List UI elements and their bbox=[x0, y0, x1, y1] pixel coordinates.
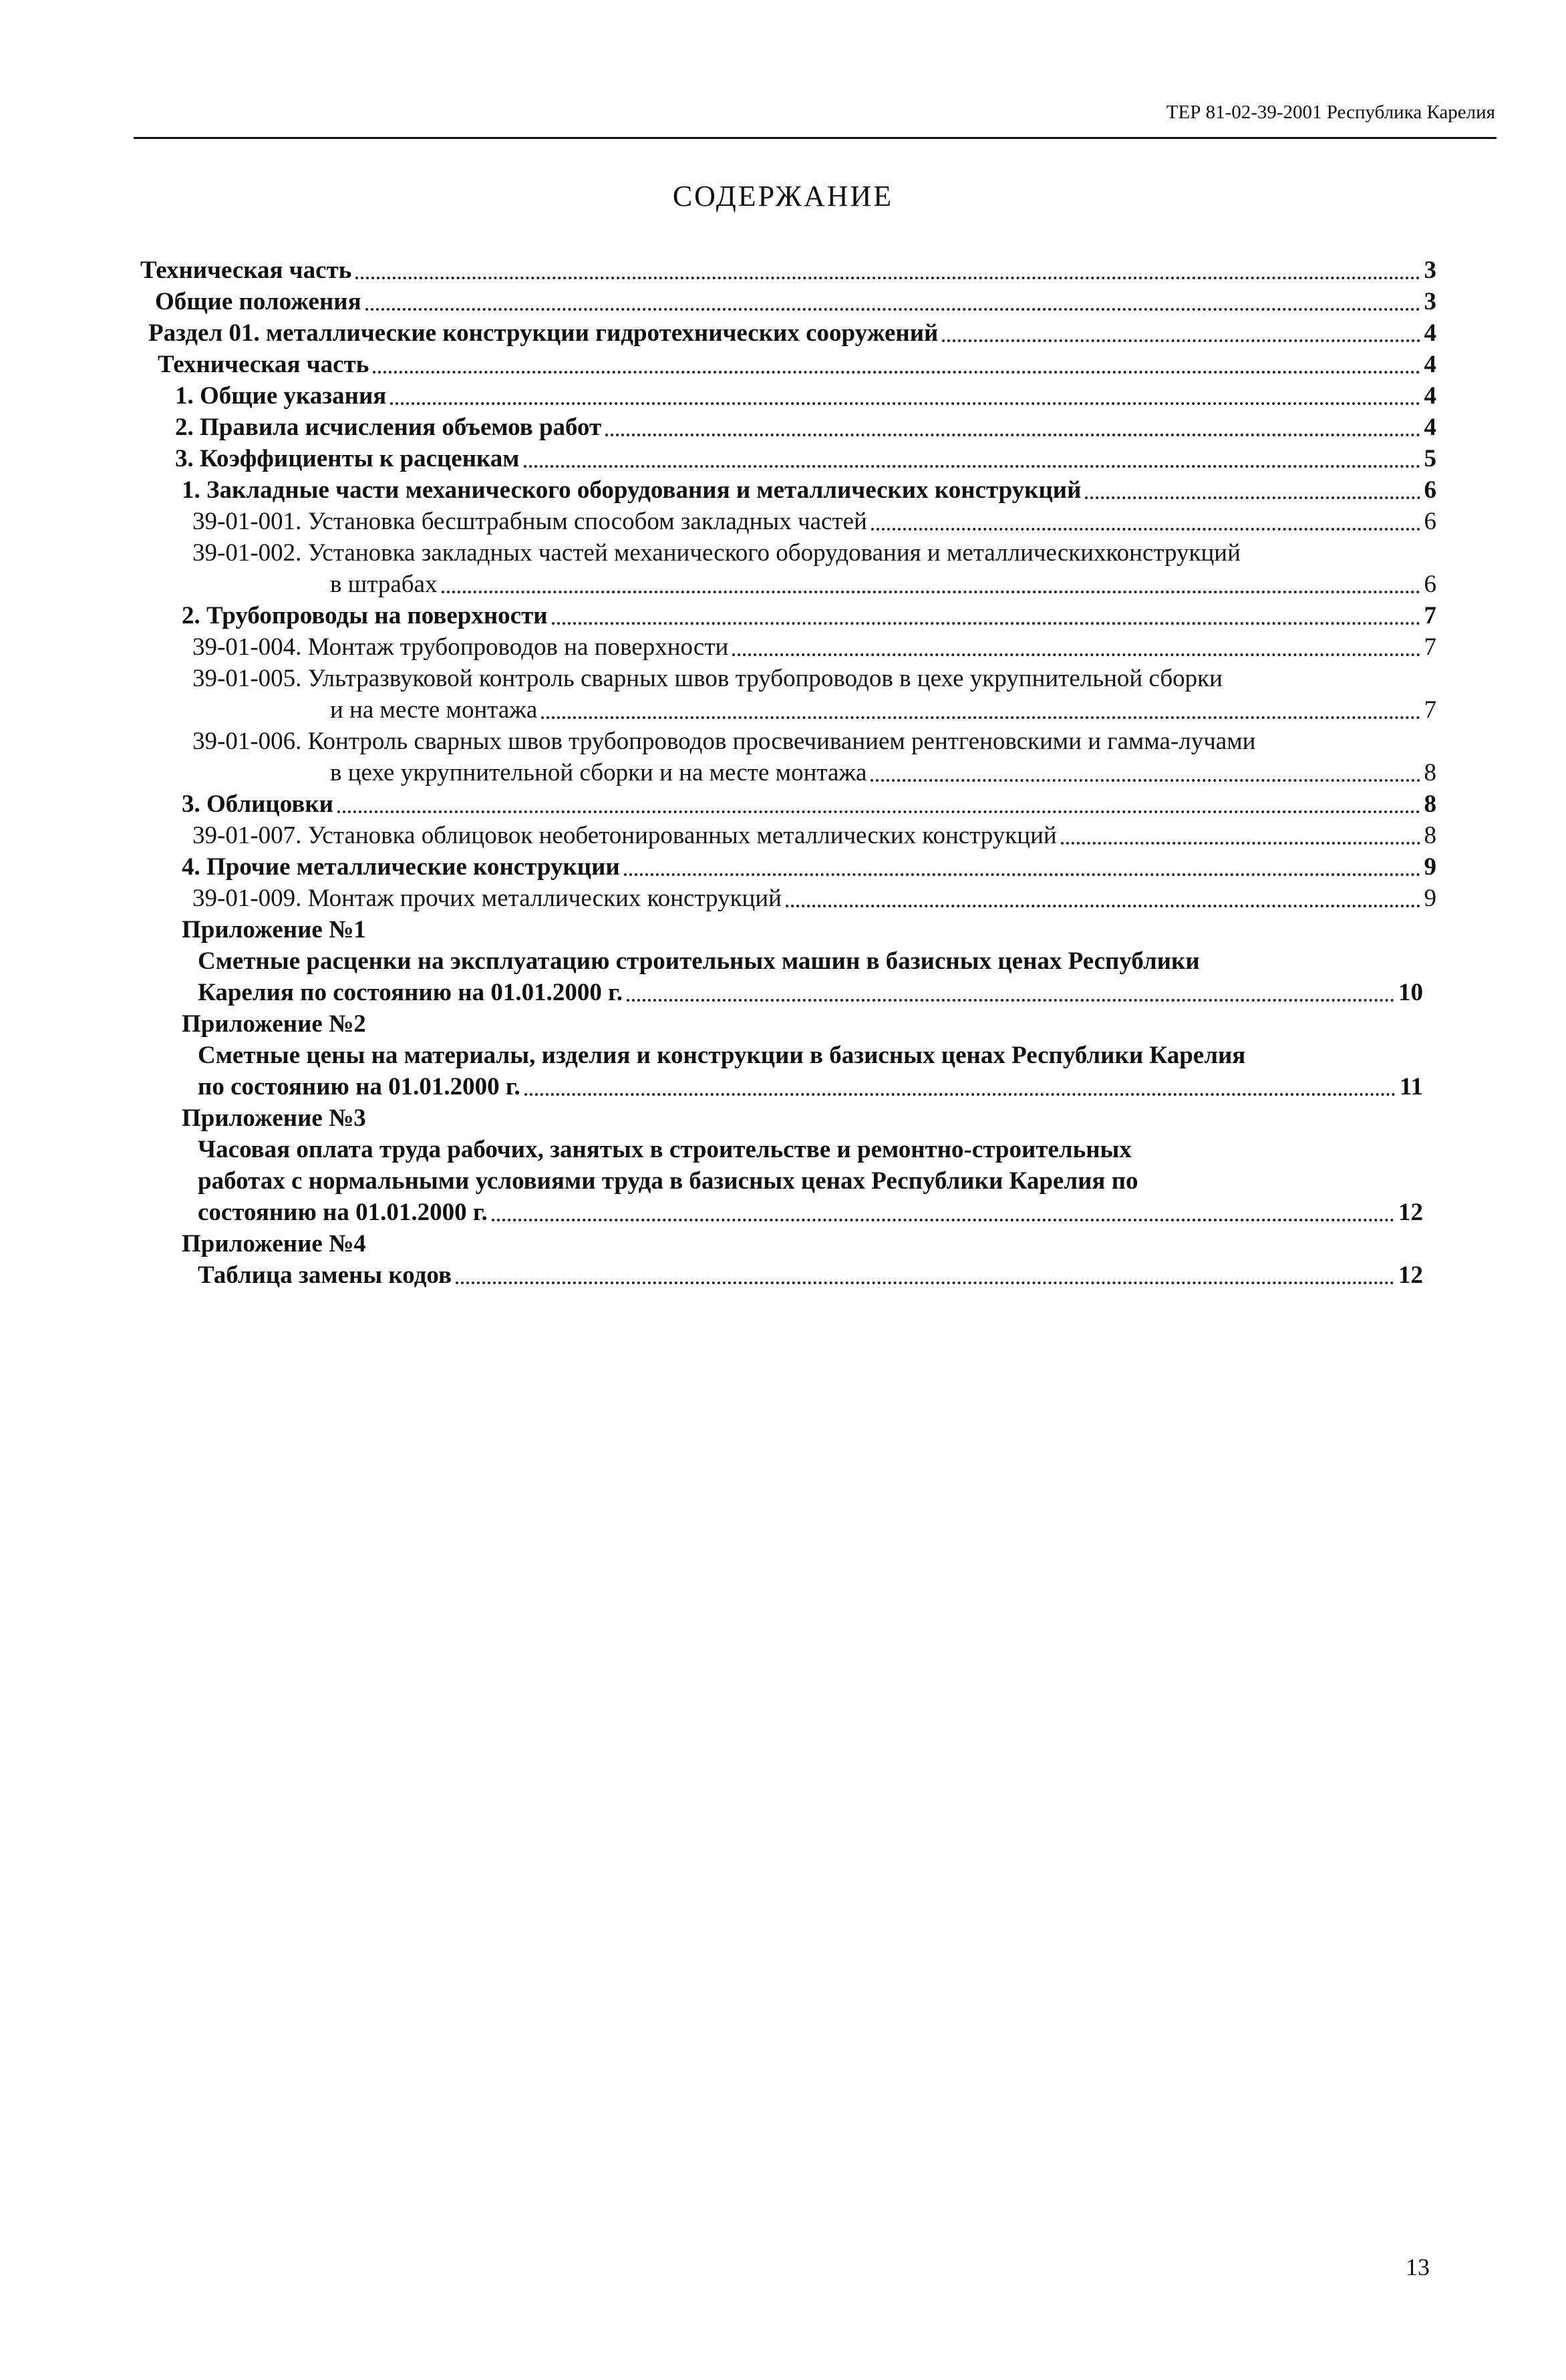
toc-entry-title: в штрабах bbox=[330, 571, 438, 598]
toc-entry-page: 12 bbox=[1398, 1199, 1423, 1226]
toc-entry-text[interactable]: Часовая оплата труда рабочих, занятых в строительстве и ремонтно-строительных bbox=[198, 1136, 1132, 1163]
toc-entry[interactable] bbox=[198, 1259, 1423, 1292]
toc-entry-title: Карелия по состоянию на 01.01.2000 г. bbox=[198, 979, 623, 1006]
toc-leader-dots bbox=[942, 339, 1420, 342]
page-title: СОДЕРЖАНИЕ bbox=[672, 180, 894, 212]
toc-entry[interactable] bbox=[192, 631, 1436, 664]
toc-leader-dots bbox=[337, 810, 1420, 813]
toc-entry[interactable] bbox=[155, 285, 1436, 319]
toc-entry-page: 3 bbox=[1424, 288, 1436, 315]
page-number: 13 bbox=[1406, 2254, 1430, 2280]
toc-leader-dots bbox=[524, 465, 1420, 468]
toc-entry-title: 1. Общие указания bbox=[175, 382, 387, 410]
toc-entry-page: 8 bbox=[1424, 790, 1436, 818]
toc-entry[interactable] bbox=[182, 851, 1436, 884]
toc-entry[interactable] bbox=[182, 599, 1436, 633]
toc-entry-page: 5 bbox=[1424, 445, 1436, 472]
toc-entry[interactable] bbox=[192, 505, 1436, 539]
toc-entry[interactable] bbox=[182, 788, 1436, 821]
appendix-heading[interactable]: Приложение №3 bbox=[182, 1104, 366, 1132]
toc-entry-page: 7 bbox=[1424, 633, 1436, 661]
toc-entry-title: Техническая часть bbox=[158, 351, 369, 378]
toc-entry-page: 8 bbox=[1424, 822, 1436, 849]
toc-entry[interactable] bbox=[192, 819, 1436, 853]
toc-entry[interactable] bbox=[175, 380, 1436, 413]
toc-entry-title: Таблица замены кодов bbox=[198, 1261, 452, 1289]
toc-entry[interactable] bbox=[330, 568, 1436, 601]
toc-entry[interactable] bbox=[330, 756, 1436, 790]
toc-entry-page: 7 bbox=[1424, 602, 1436, 629]
toc-leader-dots bbox=[1061, 842, 1420, 845]
toc-entry[interactable] bbox=[330, 694, 1436, 727]
toc-entry-text[interactable]: 39-01-005. Ультразвуковой контроль сварных швов трубопроводов в цехе укрупнительной сборки bbox=[192, 665, 1223, 692]
toc-entry-page: 10 bbox=[1398, 979, 1423, 1006]
toc-leader-dots bbox=[871, 528, 1420, 531]
toc-leader-dots bbox=[524, 1093, 1396, 1096]
toc-entry[interactable] bbox=[175, 411, 1436, 444]
toc-leader-dots bbox=[786, 905, 1420, 907]
toc-entry-title: 39-01-004. Монтаж трубопроводов на поверхности bbox=[192, 633, 729, 661]
appendix-heading[interactable]: Приложение №2 bbox=[182, 1010, 366, 1038]
toc-leader-dots bbox=[492, 1219, 1394, 1221]
toc-leader-dots bbox=[627, 999, 1394, 1002]
toc-leader-dots bbox=[552, 622, 1420, 625]
toc-entry-page: 6 bbox=[1424, 476, 1436, 504]
toc-entry[interactable] bbox=[198, 1070, 1423, 1104]
toc-entry-text[interactable]: работах с нормальными условиями труда в базисных ценах Республики Карелия по bbox=[198, 1167, 1138, 1195]
appendix-heading[interactable]: Приложение №4 bbox=[182, 1230, 366, 1257]
toc-entry-page: 8 bbox=[1424, 759, 1436, 786]
toc-entry-page: 3 bbox=[1424, 257, 1436, 284]
toc-entry-title: 1. Закладные части механического оборудования и металлических конструкций bbox=[182, 476, 1082, 504]
toc-entry[interactable] bbox=[175, 442, 1436, 476]
toc-entry-page: 6 bbox=[1424, 571, 1436, 598]
toc-entry[interactable] bbox=[198, 1196, 1423, 1229]
toc-leader-dots bbox=[390, 402, 1420, 405]
toc-entry-page: 4 bbox=[1424, 382, 1436, 410]
toc-entry-page: 4 bbox=[1424, 351, 1436, 378]
appendix-heading[interactable]: Приложение №1 bbox=[182, 916, 366, 943]
toc-entry-title: и на месте монтажа bbox=[330, 696, 538, 724]
toc-entry-title: Техническая часть bbox=[140, 257, 352, 284]
toc-entry-page: 7 bbox=[1424, 696, 1436, 724]
toc-entry-text[interactable]: 39-01-006. Контроль сварных швов трубопроводов просвечиванием рентгеновскими и гамма-лучами bbox=[192, 728, 1256, 755]
toc-entry[interactable] bbox=[148, 317, 1436, 350]
toc-entry-page: 9 bbox=[1424, 885, 1436, 912]
toc-entry-title: 4. Прочие металлические конструкции bbox=[182, 853, 620, 881]
toc-entry[interactable] bbox=[182, 474, 1436, 507]
toc-leader-dots bbox=[355, 277, 1420, 279]
toc-leader-dots bbox=[624, 873, 1420, 876]
toc-entry-page: 12 bbox=[1398, 1261, 1423, 1289]
toc-entry-text[interactable]: 39-01-002. Установка закладных частей механического оборудования и металлическихконструкций bbox=[192, 539, 1241, 567]
toc-entry[interactable] bbox=[158, 348, 1436, 382]
toc-entry-title: 2. Правила исчисления объемов работ bbox=[175, 414, 602, 441]
toc-entry-page: 6 bbox=[1424, 508, 1436, 535]
toc-entry-page: 4 bbox=[1424, 319, 1436, 347]
toc-leader-dots bbox=[365, 308, 1420, 311]
toc-entry[interactable] bbox=[198, 976, 1423, 1010]
toc-entry-title: 3. Облицовки bbox=[182, 790, 333, 818]
toc-leader-dots bbox=[871, 779, 1420, 782]
toc-entry-title: по состоянию на 01.01.2000 г. bbox=[198, 1073, 520, 1100]
toc-entry-title: состоянию на 01.01.2000 г. bbox=[198, 1199, 488, 1226]
toc-leader-dots bbox=[373, 371, 1420, 374]
toc-leader-dots bbox=[732, 653, 1420, 656]
toc-entry-page: 11 bbox=[1400, 1073, 1423, 1100]
toc-entry-page: 4 bbox=[1424, 414, 1436, 441]
toc-entry[interactable] bbox=[140, 254, 1436, 287]
toc-entry-title: Раздел 01. металлические конструкции гидротехнических сооружений bbox=[148, 319, 939, 347]
toc-entry-text[interactable]: Сметные цены на материалы, изделия и конструкции в базисных ценах Республики Карелия bbox=[198, 1042, 1246, 1069]
toc-entry-title: 2. Трубопроводы на поверхности bbox=[182, 602, 548, 629]
toc-leader-dots bbox=[442, 591, 1420, 593]
toc-entry[interactable] bbox=[192, 882, 1436, 915]
toc-entry-title: 39-01-007. Установка облицовок необетонированных металлических конструкций bbox=[192, 822, 1057, 849]
toc-leader-dots bbox=[1085, 496, 1420, 499]
toc-entry-page: 9 bbox=[1424, 853, 1436, 881]
header-rule bbox=[134, 137, 1497, 139]
toc-leader-dots bbox=[541, 716, 1420, 719]
toc-entry-title: 39-01-001. Установка бесштрабным способом закладных частей bbox=[192, 508, 867, 535]
toc-entry-title: 3. Коэффициенты к расценкам bbox=[175, 445, 520, 472]
toc-entry-text[interactable]: Сметные расценки на эксплуатацию строительных машин в базисных ценах Республики bbox=[198, 947, 1200, 975]
toc-entry-title: 39-01-009. Монтаж прочих металлических конструкций bbox=[192, 885, 782, 912]
toc-leader-dots bbox=[456, 1282, 1394, 1284]
toc-leader-dots bbox=[605, 434, 1420, 436]
toc-entry-title: в цехе укрупнительной сборки и на месте монтажа bbox=[330, 759, 867, 786]
toc-entry-title: Общие положения bbox=[155, 288, 361, 315]
document-code-header: ТЕР 81-02-39-2001 Республика Карелия bbox=[1166, 102, 1495, 123]
